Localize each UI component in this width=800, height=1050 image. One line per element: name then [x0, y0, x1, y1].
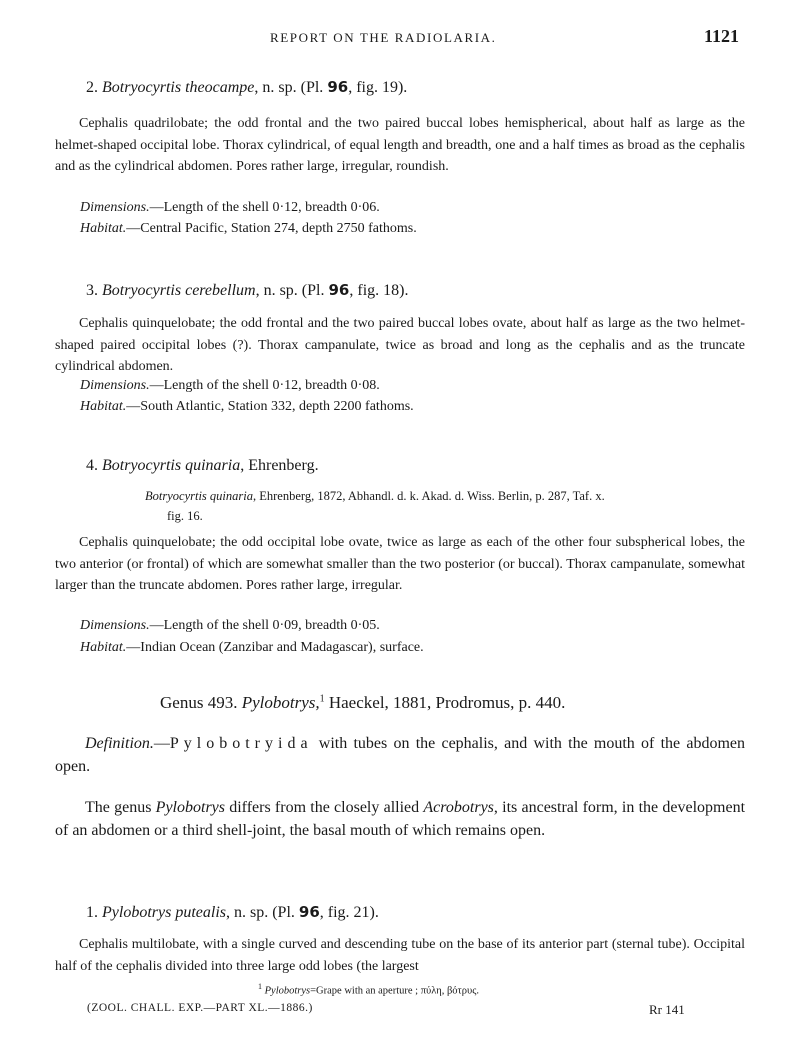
plate-number: 96 [298, 903, 320, 921]
page-number: 1121 [704, 26, 740, 46]
footnote-mark: 1 [319, 693, 325, 705]
species-description: Cephalis quadrilobate; the odd frontal and the two paired buccal lobes hemispherical, about half as large as the helmet-shaped occipital lobe. Thorax cylindrical, of equal length and breadth, one and a half times as broad as the cephalis and as the cylindrical abdomen. Pores rather large, irregular, roundish. [55, 116, 745, 175]
plate-number: 96 [327, 78, 349, 96]
dimensions-line: Dimensions.—Length of the shell 0·12, breadth 0·08. [80, 378, 380, 393]
species-heading: 4. Botryocyrtis quinaria, Ehrenberg. [86, 457, 319, 474]
genus-heading: Genus 493. Pylobotrys,$^1$ Haeckel, 1881, Prodromus, p. 440. [160, 693, 566, 712]
plate-number: 96 [328, 281, 350, 299]
definition-term: Pylobotryida [169, 735, 313, 752]
publication-footer: (ZOOL. CHALL. EXP.—PART XL.—1886.) [87, 1002, 313, 1014]
species-name: Botryocyrtis theocampe [102, 79, 255, 96]
habitat-line: Habitat.—Central Pacific, Station 274, depth 2750 fathoms. [80, 221, 417, 236]
species-heading: 2. Botryocyrtis theocampe, n. sp. (Pl. 96, fig. 19). [86, 78, 408, 96]
dimensions-line: Dimensions.—Length of the shell 0·09, breadth 0·05. [80, 618, 380, 633]
running-title: REPORT ON THE RADIOLARIA. [270, 30, 497, 45]
footnote: $^1$ Pylobotrys=Grape with an aperture ; πύλη, βότρυς. [258, 982, 479, 997]
genus-name: Pylobotrys, [241, 693, 320, 712]
habitat-line: Habitat.—South Atlantic, Station 332, depth 2200 fathoms. [80, 399, 414, 414]
species-name: Botryocyrtis cerebellum [102, 282, 256, 299]
species-heading: 3. Botryocyrtis cerebellum, n. sp. (Pl. 96, fig. 18). [86, 281, 409, 299]
genus-definition: Definition.—Pylobotryida with tubes on the cephalis, and with the mouth of the abdomen open. [55, 735, 745, 775]
species-heading: 1. Pylobotrys putealis, n. sp. (Pl. 96, fig. 21). [86, 903, 379, 921]
species-description: Cephalis multilobate, with a single curved and descending tube on the base of its anterior part (sternal tube). Occipital half of the cephalis divided into three large odd lobes (the largest [55, 937, 745, 974]
species-name: Pylobotrys putealis [102, 904, 226, 921]
species-description: Cephalis quinquelobate; the odd occipital lobe ovate, twice as large as each of the other four subspherical lobes, the two anterior (or frontal) of which are somewhat smaller than the two posterior (or buccal). Thorax campanulate, somewhat larger than the truncate abdomen. Pores rather large, irregular. [55, 535, 745, 594]
page-header [0, 26, 800, 52]
genus-discussion: The genus Pylobotrys differs from the closely allied Acrobotrys, its ancestral form, in the development of an abdomen or a third shell-joint, the basal mouth of which remains open. [55, 799, 746, 839]
synonymy-reference: Botryocyrtis quinaria, Ehrenberg, 1872, Abhandl. d. k. Akad. d. Wiss. Berlin, p. 287, Taf. x. fig. 16. [145, 489, 605, 523]
species-description: Cephalis quinquelobate; the odd frontal and the two paired buccal lobes ovate, about half as large as the two helmet-shaped paired occipital lobes (?). Thorax campanulate, twice as broad and long as the cephalis and as the truncate cylindrical abdomen. [55, 316, 745, 375]
dimensions-line: Dimensions.—Length of the shell 0·12, breadth 0·06. [80, 200, 380, 215]
signature-mark: Rr 141 [649, 1002, 685, 1017]
species-name: Botryocyrtis quinaria [102, 457, 241, 474]
habitat-line: Habitat.—Indian Ocean (Zanzibar and Madagascar), surface. [80, 640, 424, 655]
